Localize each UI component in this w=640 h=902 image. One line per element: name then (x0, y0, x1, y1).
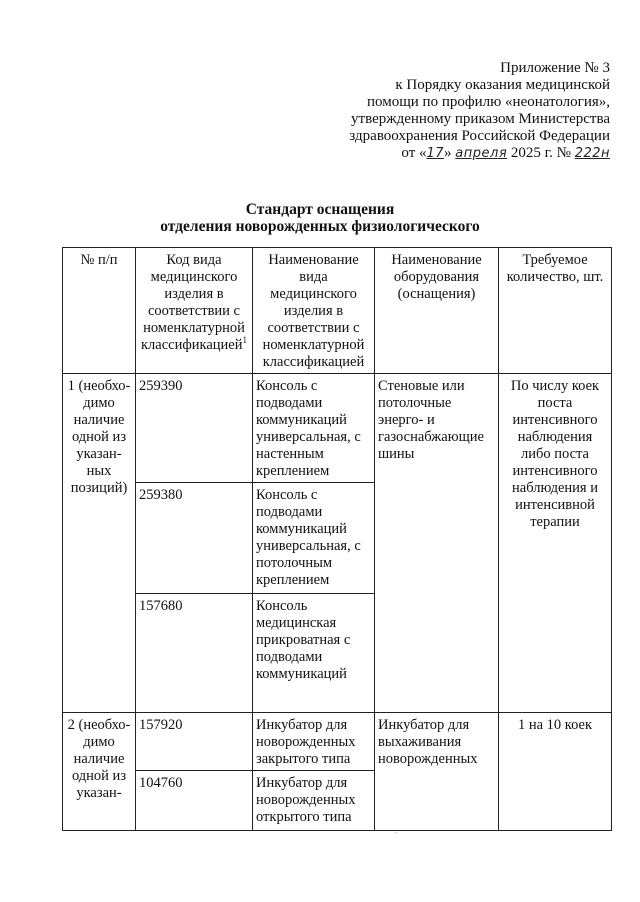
appendix-line-5: здравоохранения Российской Федерации (349, 128, 610, 144)
appendix-date-line (320, 145, 610, 162)
device-code: 259380 (136, 483, 253, 594)
device-name: Консоль с подводами коммуникаций универсальная, с потолочным креплением (253, 483, 375, 594)
date-prefix: от « (401, 145, 427, 161)
device-code: 157680 (136, 594, 253, 713)
date-mid: » (444, 145, 452, 161)
document-title (0, 201, 640, 235)
appendix-header (320, 60, 610, 162)
table-header-row (63, 248, 612, 374)
handwritten-month: апреля (455, 146, 508, 161)
appendix-line-3: помощи по профилю «неонатология», (366, 94, 610, 110)
header-quantity: Требуемое количество, шт. (499, 248, 612, 374)
equipment-name: Стеновые или потолочные энерго- и газоснабжающие шины (375, 374, 499, 713)
footnote-mark: 1 (242, 335, 247, 346)
header-name: Наименование вида медицинского изделия в соответствии с номенклатурной классификацией (253, 248, 375, 374)
group-number: 2 (необхо-димо наличие одной из указан- (63, 713, 136, 831)
header-code: Код вида медицинского изделия в соответствии с номенклатурной классификацией$^1$ (136, 248, 253, 374)
header-equipment: Наименование оборудования (оснащения) (375, 248, 499, 374)
required-quantity: 1 на 10 коек (499, 713, 612, 831)
title-line-1: Стандарт оснащения (245, 201, 395, 218)
device-name: Консоль медицинская прикроватная с подводами коммуникаций (253, 594, 375, 713)
year-text: 2025 г. № (510, 145, 571, 161)
device-name: Инкубатор для новорожденных открытого типа (253, 771, 375, 831)
device-name: Консоль с подводами коммуникаций универсальная, с настенным креплением (253, 374, 375, 483)
device-code: 259390 (136, 374, 253, 483)
appendix-number: Приложение № 3 (500, 60, 610, 76)
appendix-line-2: к Порядку оказания медицинской (395, 77, 610, 93)
handwritten-day: 17 (426, 146, 445, 161)
device-code: 157920 (136, 713, 253, 771)
scan-speck: . (395, 826, 397, 835)
appendix-line-4: утвержденному приказом Министерства (351, 111, 610, 127)
device-code: 104760 (136, 771, 253, 831)
table-row (63, 374, 612, 483)
table-row (63, 713, 612, 771)
header-num: № п/п (63, 248, 136, 374)
device-name: Инкубатор для новорожденных закрытого типа (253, 713, 375, 771)
title-line-2: отделения новорожденных физиологического (160, 218, 480, 235)
required-quantity: По числу коек поста интенсивного наблюдения либо поста интенсивного наблюдения и интенсивной терапии (499, 374, 612, 713)
equipment-standard-table (62, 247, 612, 831)
handwritten-order-number: 222н (574, 146, 610, 161)
equipment-name: Инкубатор для выхаживания новорожденных (375, 713, 499, 831)
group-number: 1 (необхо-димо наличие одной из указан-ных позиций) (63, 374, 136, 713)
